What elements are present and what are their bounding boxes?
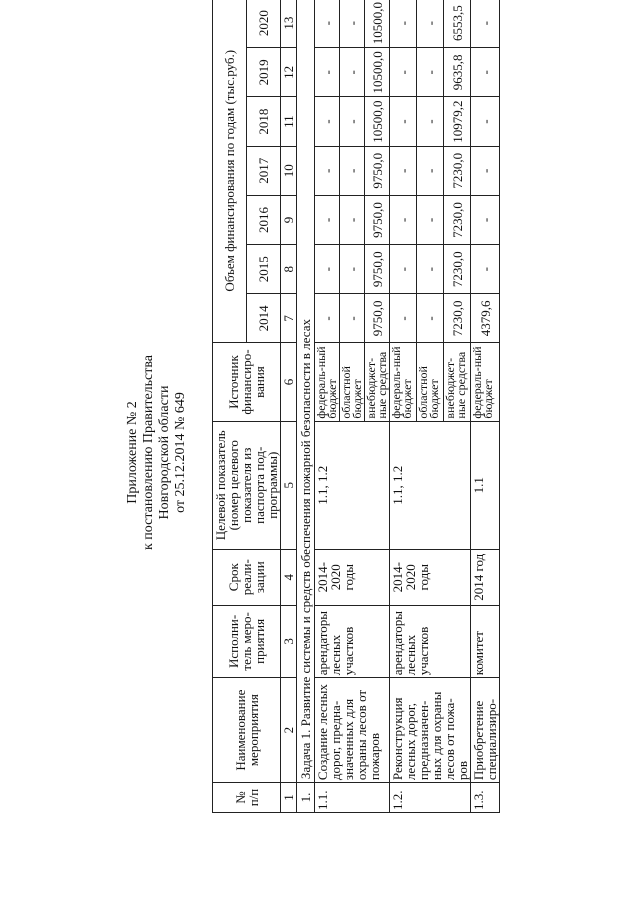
funding-value: - (417, 97, 444, 146)
funding-value: 9750,0 (365, 294, 390, 343)
item-name: Реконструкция лесных дорог, предназначен-ных для охраны лесов от пожа-ров (390, 678, 471, 783)
task-row (297, 0, 315, 813)
funding-value: - (471, 146, 500, 195)
funding-value: 9635,8 (444, 48, 471, 97)
header-year: 2020 (247, 0, 281, 48)
header-executor: Исполни-тель меро-приятия (213, 605, 281, 678)
funding-value: 10979,2 (444, 97, 471, 146)
funding-value: - (315, 0, 340, 48)
funding-value: 10500,0 (365, 48, 390, 97)
header-year: 2018 (247, 97, 281, 146)
header-funding: Объем финансирования по годам (тыс.руб.) (213, 0, 247, 343)
column-number: 4 (281, 549, 297, 605)
table-row (471, 0, 500, 813)
item-target: 1.1, 1.2 (315, 421, 390, 549)
funding-source: внебюджет-ные средства (365, 343, 390, 421)
funding-value: - (315, 294, 340, 343)
header-source: Источник финансиро-вания (213, 343, 281, 421)
funding-value: - (471, 0, 500, 48)
funding-value: 9750,0 (365, 146, 390, 195)
header-year: 2014 (247, 294, 281, 343)
column-number: 13 (281, 0, 297, 48)
funding-value: 10500,0 (365, 97, 390, 146)
column-numbers-row (281, 0, 297, 813)
item-term: 2014 год (471, 549, 500, 605)
funding-value: - (340, 146, 365, 195)
funding-source: федераль-ный бюджет (471, 343, 500, 421)
funding-source: федераль-ный бюджет (390, 343, 417, 421)
task-number: 1. (297, 783, 315, 813)
document-page (5, 0, 635, 905)
header-row (213, 0, 247, 813)
appendix-title: Приложение № 2 (125, 401, 140, 504)
funding-value: - (340, 195, 365, 244)
appendix-date-number: от 25.12.2014 № 649 (173, 392, 188, 513)
funding-source: внебюджет-ные средства (444, 343, 471, 421)
appendix-line: Новгородской области (157, 385, 172, 520)
funding-value: - (390, 294, 417, 343)
funding-value: - (340, 245, 365, 294)
funding-value: - (340, 294, 365, 343)
header-year: 2016 (247, 195, 281, 244)
item-term: 2014-2020 годы (315, 549, 390, 605)
column-number: 7 (281, 294, 297, 343)
header-year: 2015 (247, 245, 281, 294)
funding-value: - (340, 0, 365, 48)
item-term: 2014-2020 годы (390, 549, 471, 605)
funding-source: областной бюджет (340, 343, 365, 421)
funding-source: областной бюджет (417, 343, 444, 421)
item-number: 1.2. (390, 783, 471, 813)
column-number: 5 (281, 421, 297, 549)
funding-value: - (471, 97, 500, 146)
funding-value: 7230,0 (444, 195, 471, 244)
item-executor: арендаторы лесных участков (315, 605, 390, 678)
funding-value: - (417, 294, 444, 343)
funding-value: - (471, 48, 500, 97)
funding-value: - (390, 146, 417, 195)
column-number: 11 (281, 97, 297, 146)
item-executor: арендаторы лесных участков (390, 605, 471, 678)
task-title: Задача 1. Развитие системы и средств обеспечения пожарной безопасности в лесах (297, 0, 315, 783)
funding-value: - (315, 245, 340, 294)
funding-value: - (390, 48, 417, 97)
appendix-line: к постановлению Правительства (141, 354, 156, 551)
funding-value: - (417, 146, 444, 195)
funding-value: - (417, 48, 444, 97)
funding-source: федераль-ный бюджет (315, 343, 340, 421)
funding-value: 7230,0 (444, 146, 471, 195)
table-row (315, 0, 340, 813)
funding-value: - (390, 0, 417, 48)
funding-value: - (315, 146, 340, 195)
column-number: 12 (281, 48, 297, 97)
column-number: 10 (281, 146, 297, 195)
funding-value: - (315, 97, 340, 146)
header-year: 2017 (247, 146, 281, 195)
funding-value: - (315, 195, 340, 244)
funding-value: - (417, 195, 444, 244)
funding-value: - (471, 245, 500, 294)
item-name: Создание лесных дорог, предна-значенных для охраны лесов от пожаров (315, 678, 390, 783)
column-number: 2 (281, 678, 297, 783)
funding-value: - (417, 245, 444, 294)
header-term: Срок реали-зации (213, 549, 281, 605)
table-row (390, 0, 417, 813)
funding-value: 7230,0 (444, 245, 471, 294)
item-number: 1.1. (315, 783, 390, 813)
funding-value: - (390, 245, 417, 294)
header-name: Наименование мероприятия (213, 678, 281, 783)
column-number: 6 (281, 343, 297, 421)
funding-value: - (340, 97, 365, 146)
item-executor: комитет (471, 605, 500, 678)
funding-value: 10500,0 (365, 0, 390, 48)
column-number: 3 (281, 605, 297, 678)
funding-value: - (340, 48, 365, 97)
funding-value: 7230,0 (444, 294, 471, 343)
funding-value: - (315, 48, 340, 97)
item-number: 1.3. (471, 783, 500, 813)
header-target: Целевой показатель (номер целевого показателя из паспорта под-программы) (213, 421, 281, 549)
activities-table (212, 0, 500, 813)
item-target: 1.1 (471, 421, 500, 549)
appendix-header (125, 0, 189, 905)
funding-value: - (471, 195, 500, 244)
item-target: 1.1, 1.2 (390, 421, 471, 549)
funding-value: 6553,5 (444, 0, 471, 48)
header-year: 2019 (247, 48, 281, 97)
funding-value: - (390, 97, 417, 146)
item-name: Приобретение специализиро- (471, 678, 500, 783)
funding-value: - (390, 195, 417, 244)
column-number: 9 (281, 195, 297, 244)
column-number: 1 (281, 783, 297, 813)
column-number: 8 (281, 245, 297, 294)
funding-value: - (417, 0, 444, 48)
header-num: № п/п (213, 783, 281, 813)
funding-value: 9750,0 (365, 195, 390, 244)
funding-value: 9750,0 (365, 245, 390, 294)
funding-value: 4379,6 (471, 294, 500, 343)
